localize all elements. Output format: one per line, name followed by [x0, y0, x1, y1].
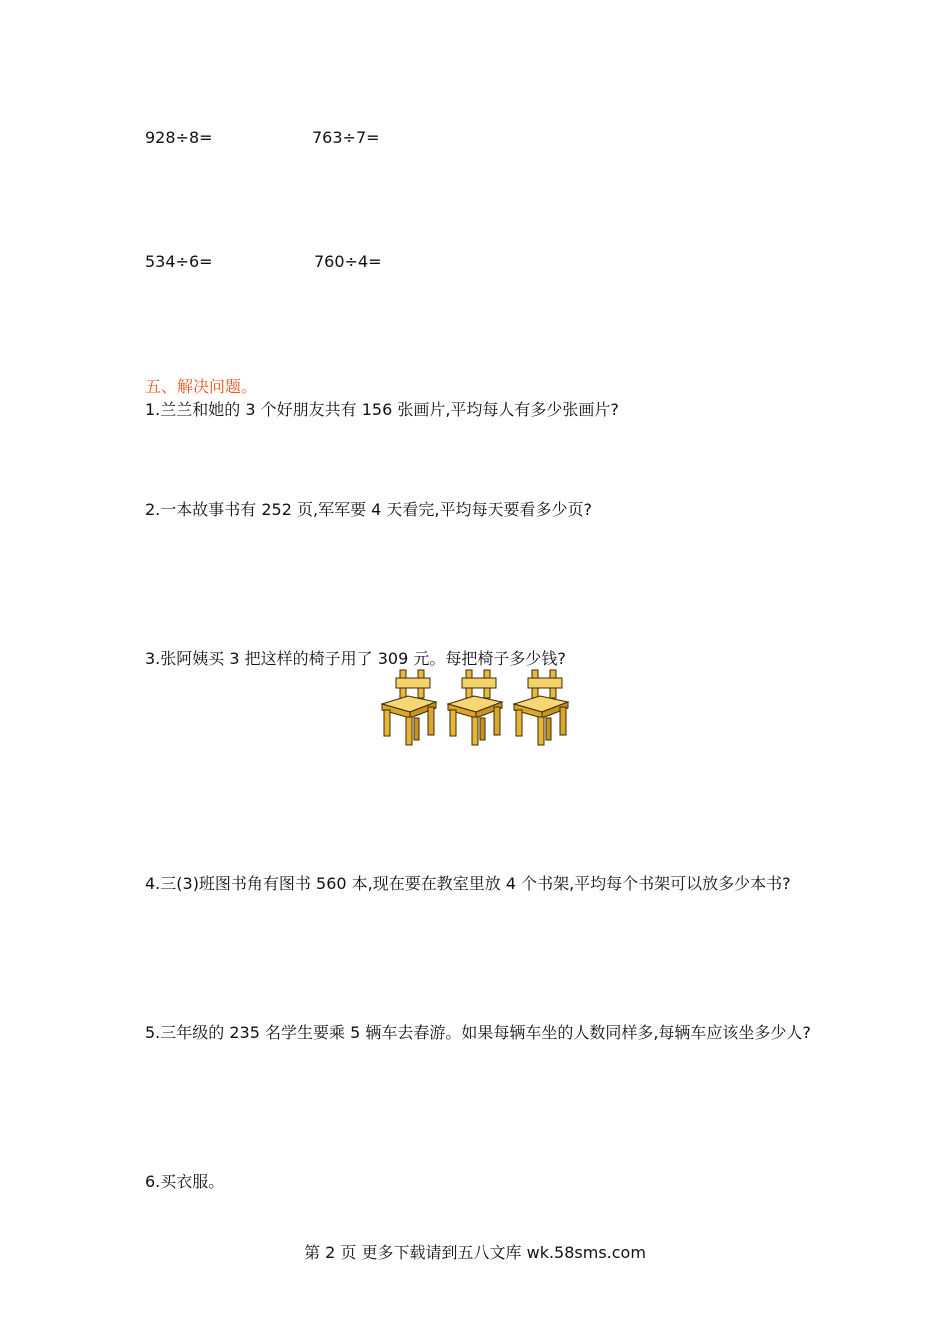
- problem-3: 3.张阿姨买 3 把这样的椅子用了 309 元。每把椅子多少钱?: [145, 649, 566, 668]
- chairs-illustration: [378, 668, 578, 748]
- calc-760-div-4: 760÷4=: [314, 252, 382, 271]
- problem-6: 6.买衣服。: [145, 1172, 225, 1191]
- problem-2: 2.一本故事书有 252 页,军军要 4 天看完,平均每天要看多少页?: [145, 500, 592, 519]
- problem-5: 5.三年级的 235 名学生要乘 5 辆车去春游。如果每辆车坐的人数同样多,每辆车应该坐多少人?: [145, 1023, 811, 1042]
- calc-534-div-6: 534÷6=: [145, 252, 213, 271]
- problem-1: 1.兰兰和她的 3 个好朋友共有 156 张画片,平均每人有多少张画片?: [145, 400, 619, 419]
- page-footer: 第 2 页 更多下载请到五八文库 wk.58sms.com: [304, 1243, 646, 1262]
- calc-928-div-8: 928÷8=: [145, 128, 213, 147]
- calc-763-div-7: 763÷7=: [312, 128, 380, 147]
- problem-4: 4.三(3)班图书角有图书 560 本,现在要在教室里放 4 个书架,平均每个书架可以放多少本书?: [145, 874, 791, 893]
- chair-3: [514, 670, 568, 745]
- section-heading: 五、解决问题。: [145, 377, 258, 396]
- chair-2: [448, 670, 502, 745]
- chair-1: [382, 670, 436, 745]
